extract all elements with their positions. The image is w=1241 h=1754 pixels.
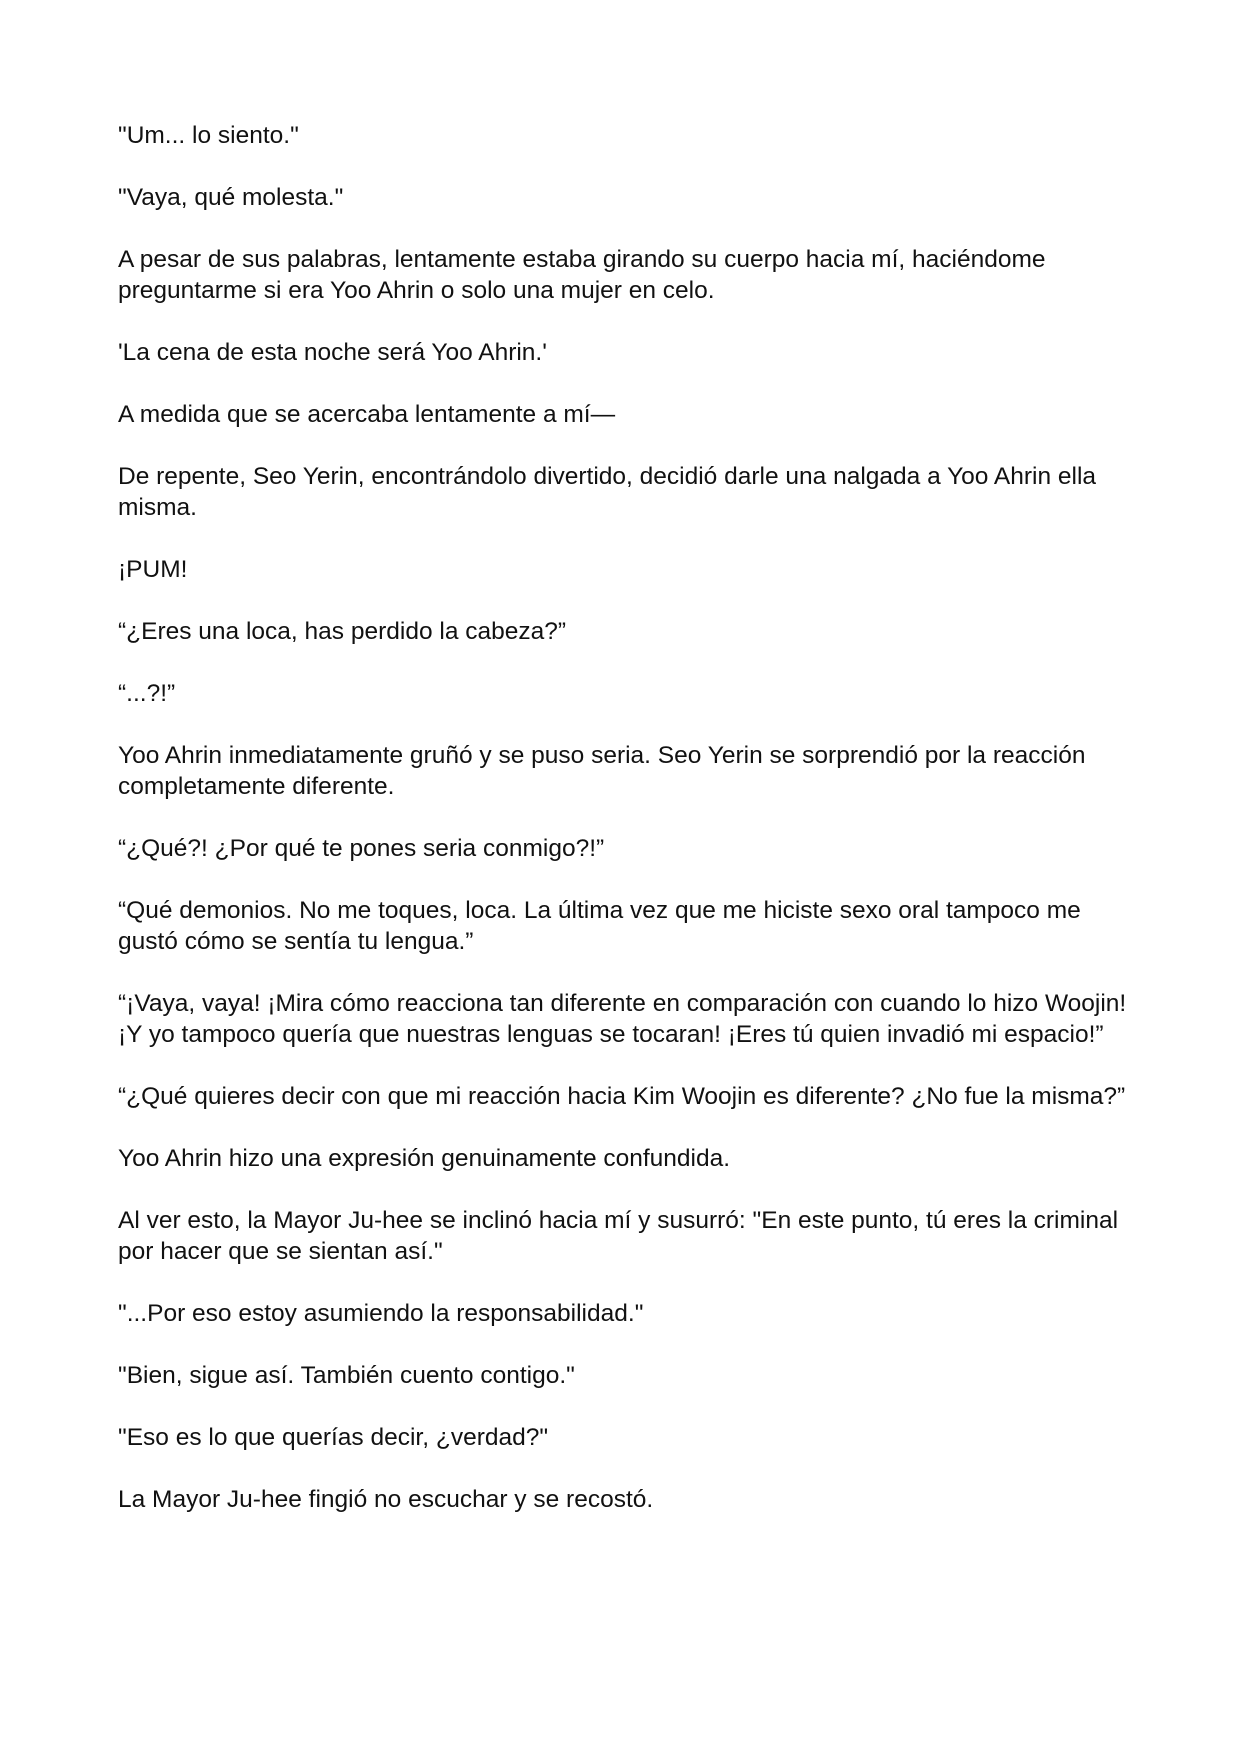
paragraph: “¿Eres una loca, has perdido la cabeza?” xyxy=(118,618,567,645)
paragraph: "...Por eso estoy asumiendo la responsabilidad." xyxy=(118,1300,644,1327)
paragraph: “Qué demonios. No me toques, loca. La última vez que me hiciste sexo oral tampoco me gustó cómo se sentía tu lengua.” xyxy=(118,897,1081,955)
paragraph: "Um... lo siento." xyxy=(118,122,299,149)
paragraph: "Bien, sigue así. También cuento contigo." xyxy=(118,1362,575,1389)
paragraph: 'La cena de esta noche será Yoo Ahrin.' xyxy=(118,339,547,366)
paragraph: A pesar de sus palabras, lentamente estaba girando su cuerpo hacia mí, haciéndome preguntarme si era Yoo Ahrin o solo una mujer en celo. xyxy=(118,246,1046,304)
paragraph: Yoo Ahrin hizo una expresión genuinamente confundida. xyxy=(118,1145,731,1172)
paragraph: Al ver esto, la Mayor Ju-hee se inclinó hacia mí y susurró: "En este punto, tú eres la criminal por hacer que se sientan así." xyxy=(118,1207,1119,1265)
paragraph: “¿Qué quieres decir con que mi reacción hacia Kim Woojin es diferente? ¿No fue la misma?” xyxy=(118,1083,1126,1110)
paragraph: La Mayor Ju-hee fingió no escuchar y se recostó. xyxy=(118,1486,654,1513)
document-body xyxy=(118,120,1128,1546)
paragraph: "Eso es lo que querías decir, ¿verdad?" xyxy=(118,1424,549,1451)
paragraph: "Vaya, qué molesta." xyxy=(118,184,344,211)
paragraph: “...?!” xyxy=(118,680,176,707)
paragraph: “¿Qué?! ¿Por qué te pones seria conmigo?!” xyxy=(118,835,605,862)
paragraph: Yoo Ahrin inmediatamente gruñó y se puso seria. Seo Yerin se sorprendió por la reacción completamente diferente. xyxy=(118,742,1086,800)
paragraph: “¡Vaya, vaya! ¡Mira cómo reacciona tan diferente en comparación con cuando lo hizo Woojin! ¡Y yo tampoco quería que nuestras lenguas se tocaran! ¡Eres tú quien invadió mi espacio!” xyxy=(118,990,1127,1048)
paragraph: A medida que se acercaba lentamente a mí— xyxy=(118,401,616,428)
paragraph: De repente, Seo Yerin, encontrándolo divertido, decidió darle una nalgada a Yoo Ahrin ella misma. xyxy=(118,463,1097,521)
paragraph: ¡PUM! xyxy=(118,556,188,583)
